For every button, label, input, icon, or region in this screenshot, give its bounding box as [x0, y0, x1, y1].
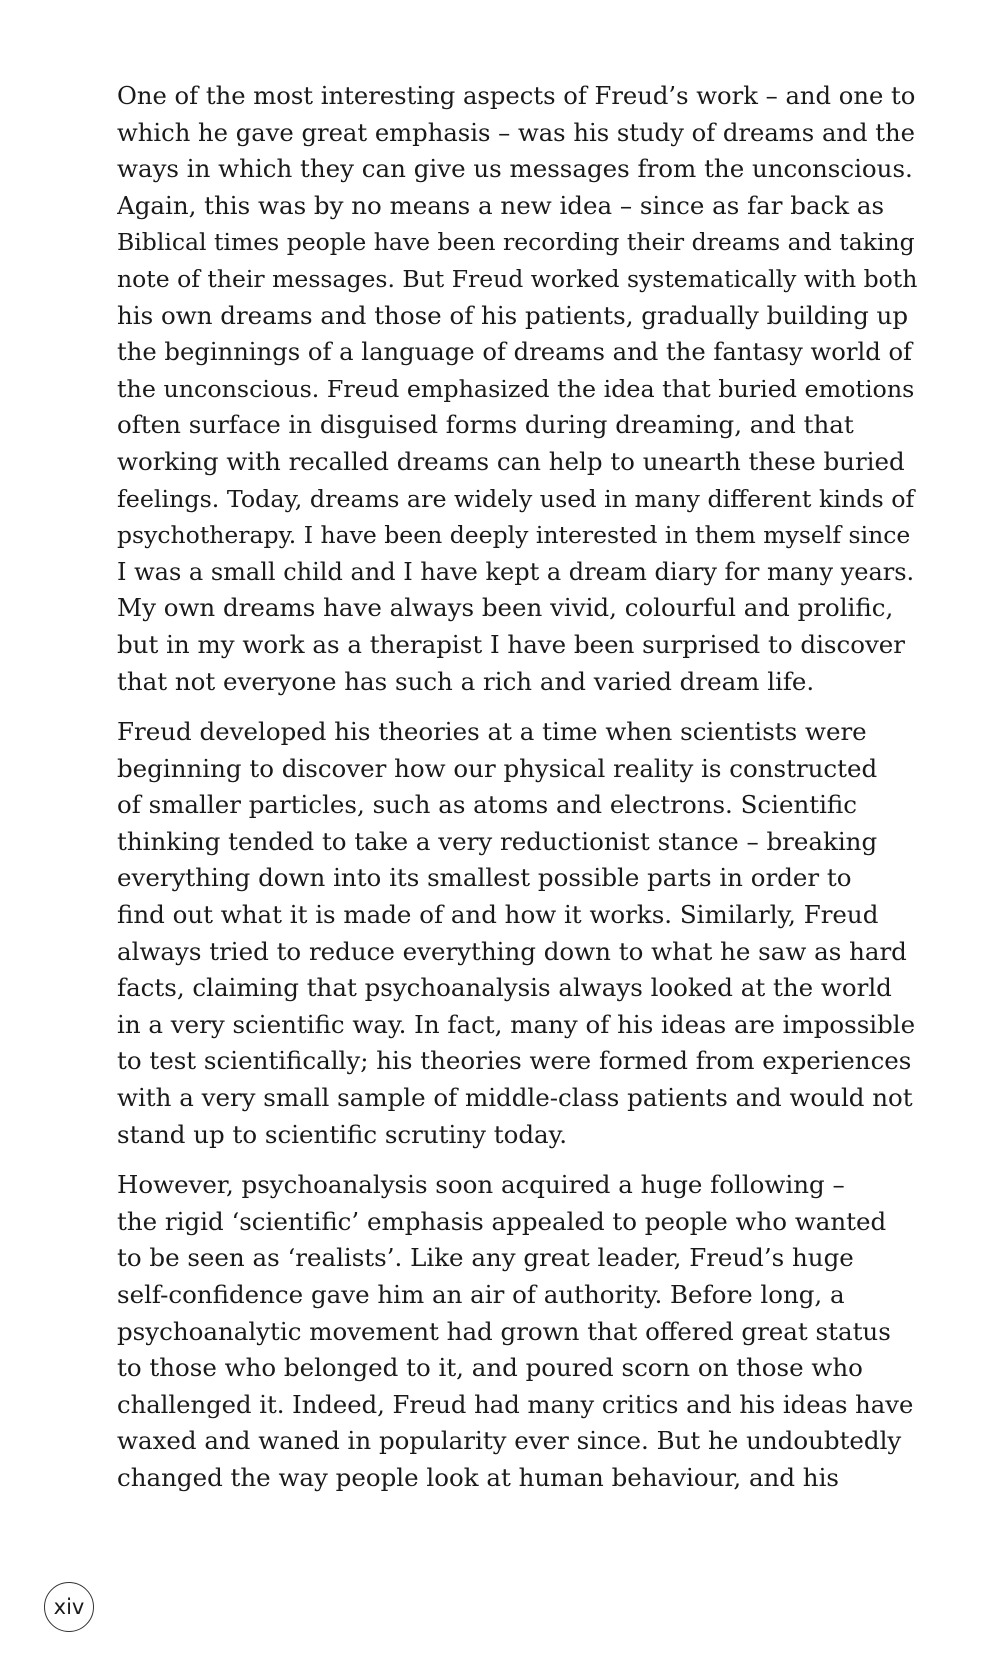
text-line: thinking tended to take a very reductionist stance – breaking	[117, 826, 878, 856]
text-line: to those who belonged to it, and poured scorn on those who	[117, 1353, 863, 1383]
text-line: that not everyone has such a rich and varied dream life.	[117, 666, 815, 696]
text-line: always tried to reduce everything down to what he saw as hard	[117, 936, 907, 966]
page-number: xiv	[44, 1582, 94, 1632]
paragraph	[117, 78, 917, 700]
text-line: in a very scientific way. In fact, many of his ideas are impossible	[117, 1009, 916, 1039]
text-line: feelings. Today, dreams are widely used in many different kinds of	[117, 484, 915, 513]
text-line: note of their messages. But Freud worked systematically with both	[117, 264, 917, 293]
text-line: waxed and waned in popularity ever since. But he undoubtedly	[117, 1426, 902, 1456]
text-line: beginning to discover how our physical reality is constructed	[117, 753, 878, 783]
text-line: Again, this was by no means a new idea – since as far back as	[117, 190, 885, 220]
text-line: My own dreams have always been vivid, colourful and prolific,	[117, 593, 894, 623]
text-line: to be seen as ‘realists’. Like any great leader, Freud’s huge	[117, 1243, 854, 1273]
text-line: stand up to scientific scrutiny today.	[117, 1119, 567, 1149]
text-line: However, psychoanalysis soon acquired a huge following –	[117, 1170, 845, 1200]
text-line: Biblical times people have been recording their dreams and taking	[117, 228, 915, 257]
text-line: changed the way people look at human behaviour, and his	[117, 1462, 839, 1492]
paragraph	[117, 1167, 917, 1496]
text-line: I was a small child and I have kept a dream diary for many years.	[117, 557, 915, 586]
text-line: challenged it. Indeed, Freud had many critics and his ideas have	[117, 1389, 914, 1419]
text-line: working with recalled dreams can help to unearth these buried	[117, 446, 905, 476]
text-line: Freud developed his theories at a time when scientists were	[117, 717, 867, 747]
text-line: psychoanalytic movement had grown that offered great status	[117, 1316, 891, 1346]
text-line: find out what it is made of and how it works. Similarly, Freud	[117, 900, 879, 930]
paragraph	[117, 714, 917, 1153]
body-text	[117, 78, 917, 1511]
text-line: to test scientifically; his theories were formed from experiences	[117, 1046, 912, 1076]
text-line: his own dreams and those of his patients, gradually building up	[117, 300, 909, 330]
text-line: the unconscious. Freud emphasized the idea that buried emotions	[117, 374, 915, 403]
text-line: which he gave great emphasis – was his study of dreams and the	[117, 117, 915, 147]
text-line: ways in which they can give us messages from the unconscious.	[117, 154, 913, 184]
text-line: psychotherapy. I have been deeply interested in them myself since	[117, 521, 911, 550]
text-line: facts, claiming that psychoanalysis always looked at the world	[117, 973, 892, 1003]
text-line: the rigid ‘scientific’ emphasis appealed to people who wanted	[117, 1206, 887, 1236]
text-line: One of the most interesting aspects of Freud’s work – and one to	[117, 81, 916, 110]
text-line: the beginnings of a language of dreams and the fantasy world of	[117, 337, 913, 367]
text-line: but in my work as a therapist I have been surprised to discover	[117, 629, 906, 659]
text-line: often surface in disguised forms during dreaming, and that	[117, 410, 854, 440]
text-line: everything down into its smallest possible parts in order to	[117, 863, 852, 893]
text-line: self-confidence gave him an air of authority. Before long, a	[117, 1280, 845, 1309]
text-line: of smaller particles, such as atoms and electrons. Scientific	[117, 790, 857, 820]
text-line: with a very small sample of middle-class patients and would not	[117, 1083, 913, 1113]
